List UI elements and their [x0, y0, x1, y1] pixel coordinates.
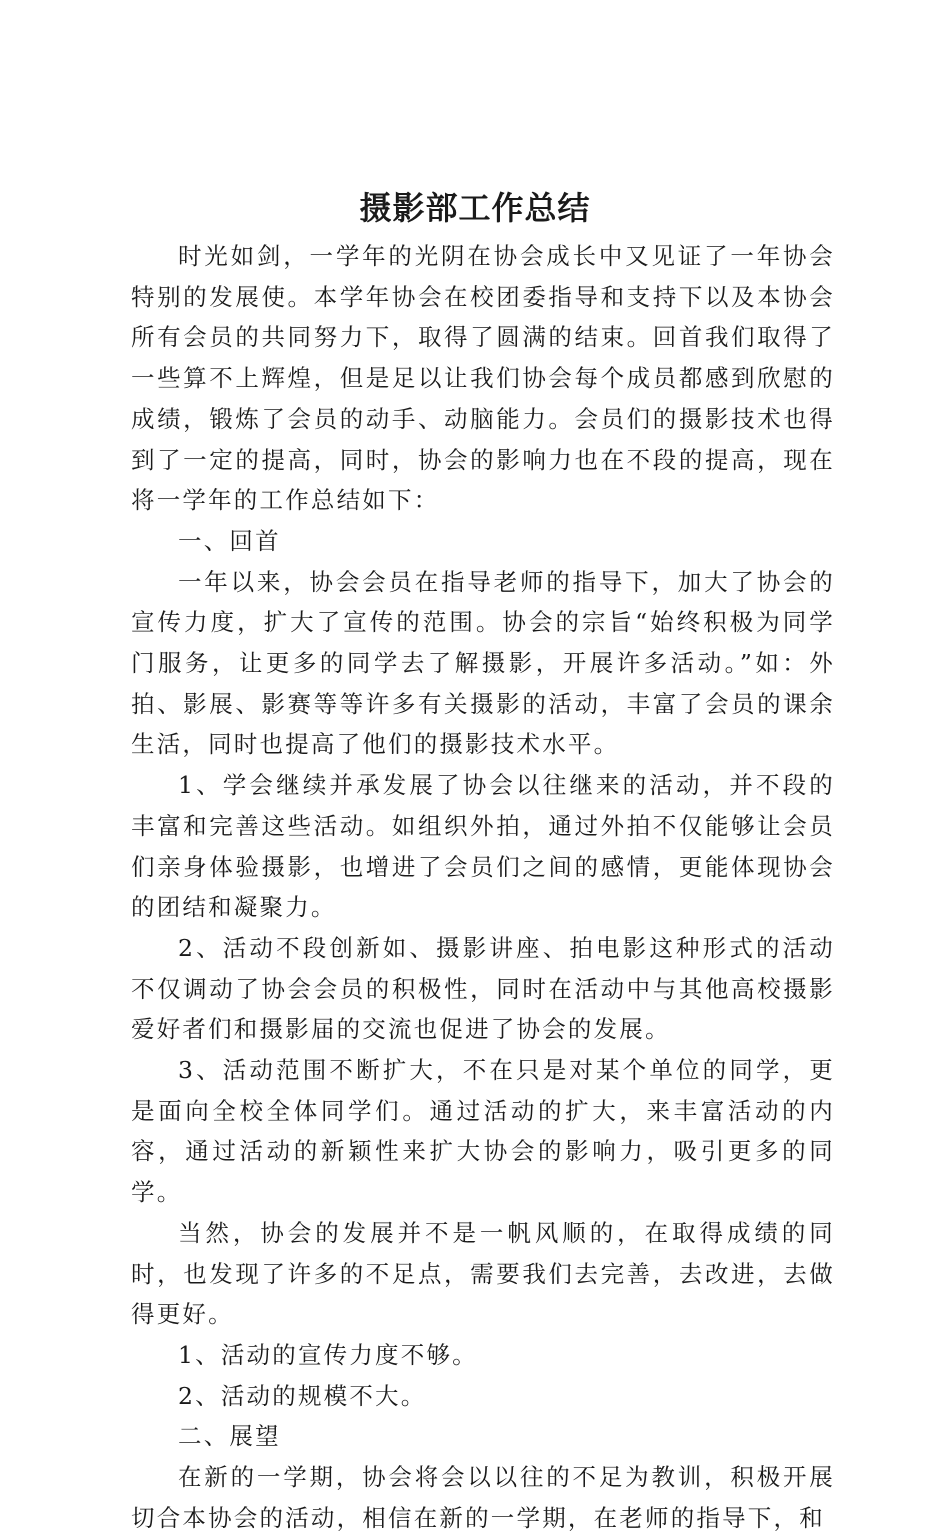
list-item-shortcoming-1: 1、活动的宣传力度不够。: [178, 1340, 478, 1369]
paragraph-outlook: 在新的一学期，协会将会以以往的不足为教训，积极开展切合本协会的活动，相信在新的一学期，在老师的指导下，和: [131, 1463, 835, 1532]
paragraph-shortcomings: 当然，协会的发展并不是一帆风顺的，在取得成绩的同时，也发现了许多的不足点，需要我们去完善，去改进，去做得更好。: [131, 1218, 835, 1329]
paragraph-point-1: 1、学会继续并承发展了协会以往继来的活动，并不段的丰富和完善这些活动。如组织外拍，通过外拍不仅能够让会员们亲身体验摄影，也增进了会员们之间的感情，更能体现协会的团结和凝聚力。: [131, 771, 835, 922]
list-item-shortcoming-2: 2、活动的规模不大。: [178, 1381, 427, 1410]
paragraph-intro: 时光如剑，一学年的光阴在协会成长中又见证了一年协会特别的发展使。本学年协会在校团委指导和支持下以及本协会所有会员的共同努力下，取得了圆满的结束。回首我们取得了一些算不上辉煌，但是足以让我们协会每个成员都感到欣慰的成绩，锻炼了会员的动手、动脑能力。会员们的摄影技术也得到了一定的提高，同时，协会的影响力也在不段的提高，现在将一学年的工作总结如下：: [131, 242, 835, 515]
document-body: [131, 236, 835, 1539]
paragraph-point-3: 3、活动范围不断扩大，不在只是对某个单位的同学，更是面向全校全体同学们。通过活动的扩大，来丰富活动的内容，通过活动的新颖性来扩大协会的影响力，吸引更多的同学。: [131, 1056, 835, 1207]
paragraph-point-2: 2、活动不段创新如、摄影讲座、拍电影这种形式的活动不仅调动了协会会员的积极性，同时在活动中与其他高校摄影爱好者们和摄影届的交流也促进了协会的发展。: [131, 933, 835, 1044]
section-heading-outlook: 二、展望: [178, 1422, 281, 1451]
document-title: 摄影部工作总结: [359, 189, 591, 227]
paragraph-review: 一年以来，协会会员在指导老师的指导下，加大了协会的宣传力度，扩大了宣传的范围。协会的宗旨“始终积极为同学门服务，让更多的同学去了解摄影，开展许多活动。”如：外拍、影展、影赛等等许多有关摄影的活动，丰富了会员的课余生活，同时也提高了他们的摄影技术水平。: [131, 567, 835, 759]
section-heading-review: 一、回首: [178, 526, 281, 555]
